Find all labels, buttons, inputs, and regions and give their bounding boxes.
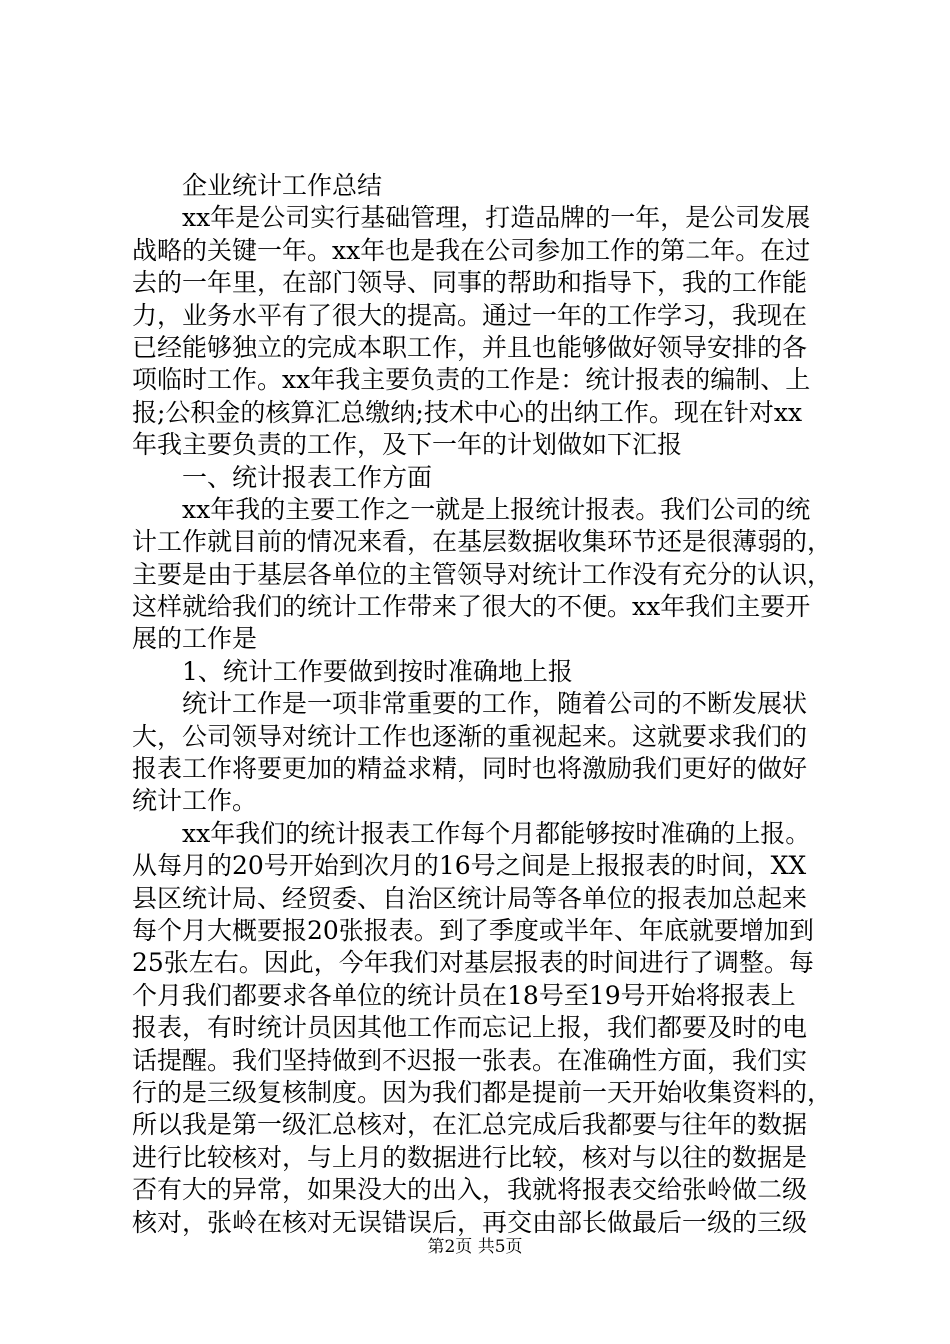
text-line: 话提醒。我们坚持做到不迟报一张表。在准确性方面，我们实 [132,1045,808,1075]
text-line: 行的是三级复核制度。因为我们都是提前一天开始收集资料的， [132,1077,833,1107]
text-line: 统计工作。 [132,786,258,816]
text-line: 1、统计工作要做到按时准确地上报 [182,656,573,686]
text-line: 大，公司领导对统计工作也逐渐的重视起来。这就要求我们的 [132,721,808,751]
text-line: 进行比较核对，与上月的数据进行比较，核对与以往的数据是 [132,1142,808,1172]
text-line: 每个月大概要报20张报表。到了季度或半年、年底就要增加到 [132,915,814,945]
document-body [132,170,840,1239]
text-line: 25张左右。因此，今年我们对基层报表的时间进行了调整。每 [132,948,814,978]
text-line: 已经能够独立的完成本职工作，并且也能够做好领导安排的各 [132,332,808,362]
text-line: 所以我是第一级汇总核对，在汇总完成后我都要与往年的数据 [132,1110,808,1140]
text-line: xx年我们的统计报表工作每个月都能够按时准确的上报。 [182,818,811,848]
text-line: 力，业务水平有了很大的提高。通过一年的工作学习，我现在 [132,300,808,330]
text-line: 去的一年里，在部门领导、同事的帮助和指导下，我的工作能 [132,268,808,298]
text-line: 展的工作是 [132,624,258,654]
text-line: 报;公积金的核算汇总缴纳;技术中心的出纳工作。现在针对xx [132,397,803,427]
text-line: 统计工作是一项非常重要的工作，随着公司的不断发展状 [182,689,808,719]
text-line: 一、统计报表工作方面 [182,462,433,492]
text-line: 县区统计局、经贸委、自治区统计局等各单位的报表加总起来 [132,883,808,913]
text-line: 否有大的异常，如果没大的出入，我就将报表交给张岭做二级 [132,1175,808,1205]
text-line: 核对，张岭在核对无误错误后，再交由部长做最后一级的三级 [132,1207,808,1237]
text-line: 企业统计工作总结 [182,171,383,200]
text-line: 主要是由于基层各单位的主管领导对统计工作没有充分的认识， [132,559,833,589]
text-line: 项临时工作。xx年我主要负责的工作是：统计报表的编制、上 [132,365,811,395]
text-line: 个月我们都要求各单位的统计员在18号至19号开始将报表上 [132,980,796,1010]
text-line: 报表工作将要更加的精益求精，同时也将激励我们更好的做好 [132,754,808,784]
text-line: xx年我的主要工作之一就是上报统计报表。我们公司的统 [182,494,811,524]
text-line: 报表，有时统计员因其他工作而忘记上报，我们都要及时的电 [132,1013,808,1043]
page-footer: 第2页 共5页 [427,1237,523,1257]
text-line: xx年是公司实行基础管理，打造品牌的一年，是公司发展 [182,203,811,233]
text-line: 从每月的20号开始到次月的16号之间是上报报表的时间，XX [132,851,807,881]
text-line: 这样就给我们的统计工作带来了很大的不便。xx年我们主要开 [132,592,811,622]
text-line: 年我主要负责的工作，及下一年的计划做如下汇报 [132,430,683,460]
text-line: 战略的关键一年。xx年也是我在公司参加工作的第二年。在过 [132,235,811,265]
text-line: 计工作就目前的情况来看，在基层数据收集环节还是很薄弱的， [132,527,833,557]
